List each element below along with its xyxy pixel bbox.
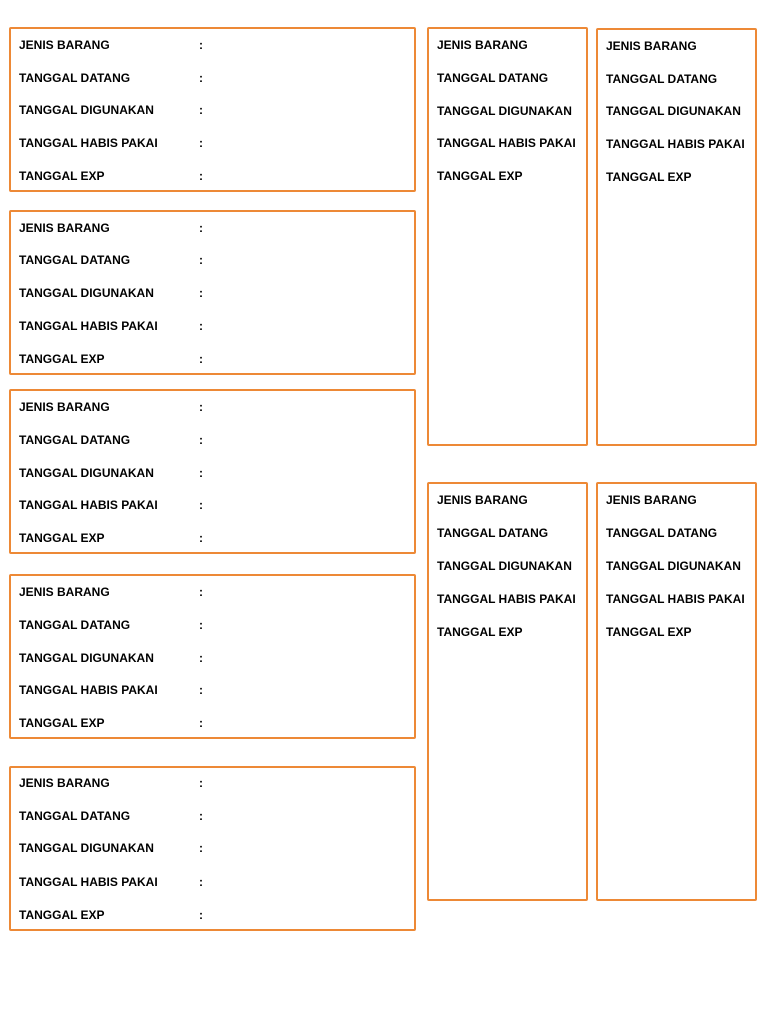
field-label: TANGGAL EXP [19, 169, 105, 183]
field-label: TANGGAL DIGUNAKAN [606, 104, 741, 118]
field-label: TANGGAL DIGUNAKAN [19, 466, 154, 480]
field-label: JENIS BARANG [606, 493, 697, 507]
field-label: TANGGAL HABIS PAKAI [437, 136, 576, 150]
field-separator: : [199, 71, 203, 85]
field-separator: : [199, 841, 203, 855]
field-label: TANGGAL EXP [606, 170, 692, 184]
field-label: TANGGAL EXP [606, 625, 692, 639]
field-label: JENIS BARANG [19, 776, 110, 790]
narrow-label-box [596, 28, 757, 446]
field-separator: : [199, 38, 203, 52]
field-label: TANGGAL HABIS PAKAI [19, 875, 158, 889]
field-separator: : [199, 716, 203, 730]
field-label: TANGGAL DATANG [606, 72, 718, 86]
field-label: TANGGAL EXP [19, 716, 105, 730]
narrow-label-box [596, 482, 757, 901]
field-label: TANGGAL HABIS PAKAI [19, 319, 158, 333]
field-separator: : [199, 221, 203, 235]
field-label: TANGGAL EXP [19, 908, 105, 922]
field-separator: : [199, 618, 203, 632]
field-label: JENIS BARANG [19, 585, 110, 599]
field-label: JENIS BARANG [19, 221, 110, 235]
field-separator: : [199, 776, 203, 790]
field-label: JENIS BARANG [19, 38, 110, 52]
field-label: TANGGAL DIGUNAKAN [19, 841, 154, 855]
field-separator: : [199, 585, 203, 599]
field-label: TANGGAL HABIS PAKAI [19, 498, 158, 512]
field-separator: : [199, 683, 203, 697]
field-label: TANGGAL DIGUNAKAN [606, 559, 741, 573]
field-separator: : [199, 319, 203, 333]
narrow-label-box [427, 27, 588, 446]
field-separator: : [199, 433, 203, 447]
field-separator: : [199, 103, 203, 117]
field-label: TANGGAL DATANG [19, 809, 131, 823]
field-label: TANGGAL DATANG [606, 526, 718, 540]
field-label: TANGGAL EXP [437, 169, 523, 183]
field-label: JENIS BARANG [606, 39, 697, 53]
field-separator: : [199, 136, 203, 150]
field-label: TANGGAL HABIS PAKAI [19, 683, 158, 697]
field-label: TANGGAL DATANG [19, 71, 131, 85]
field-label: TANGGAL DIGUNAKAN [437, 104, 572, 118]
field-separator: : [199, 400, 203, 414]
field-separator: : [199, 169, 203, 183]
field-label: TANGGAL EXP [437, 625, 523, 639]
narrow-label-box [427, 482, 588, 901]
field-separator: : [199, 253, 203, 267]
field-label: TANGGAL DATANG [19, 433, 131, 447]
field-label: TANGGAL HABIS PAKAI [606, 137, 745, 151]
field-separator: : [199, 286, 203, 300]
field-separator: : [199, 651, 203, 665]
field-separator: : [199, 352, 203, 366]
field-label: TANGGAL DIGUNAKAN [437, 559, 572, 573]
field-separator: : [199, 498, 203, 512]
field-separator: : [199, 875, 203, 889]
field-label: TANGGAL DATANG [437, 526, 549, 540]
field-separator: : [199, 908, 203, 922]
field-separator: : [199, 809, 203, 823]
field-label: TANGGAL DIGUNAKAN [19, 103, 154, 117]
field-label: JENIS BARANG [437, 493, 528, 507]
field-label: TANGGAL DATANG [437, 71, 549, 85]
field-label: TANGGAL HABIS PAKAI [606, 592, 745, 606]
field-label: TANGGAL DATANG [19, 253, 131, 267]
field-label: TANGGAL DIGUNAKAN [19, 651, 154, 665]
field-label: TANGGAL DATANG [19, 618, 131, 632]
field-label: TANGGAL EXP [19, 352, 105, 366]
field-label: TANGGAL HABIS PAKAI [19, 136, 158, 150]
field-separator: : [199, 531, 203, 545]
field-separator: : [199, 466, 203, 480]
field-label: JENIS BARANG [437, 38, 528, 52]
field-label: TANGGAL HABIS PAKAI [437, 592, 576, 606]
field-label: JENIS BARANG [19, 400, 110, 414]
field-label: TANGGAL DIGUNAKAN [19, 286, 154, 300]
field-label: TANGGAL EXP [19, 531, 105, 545]
